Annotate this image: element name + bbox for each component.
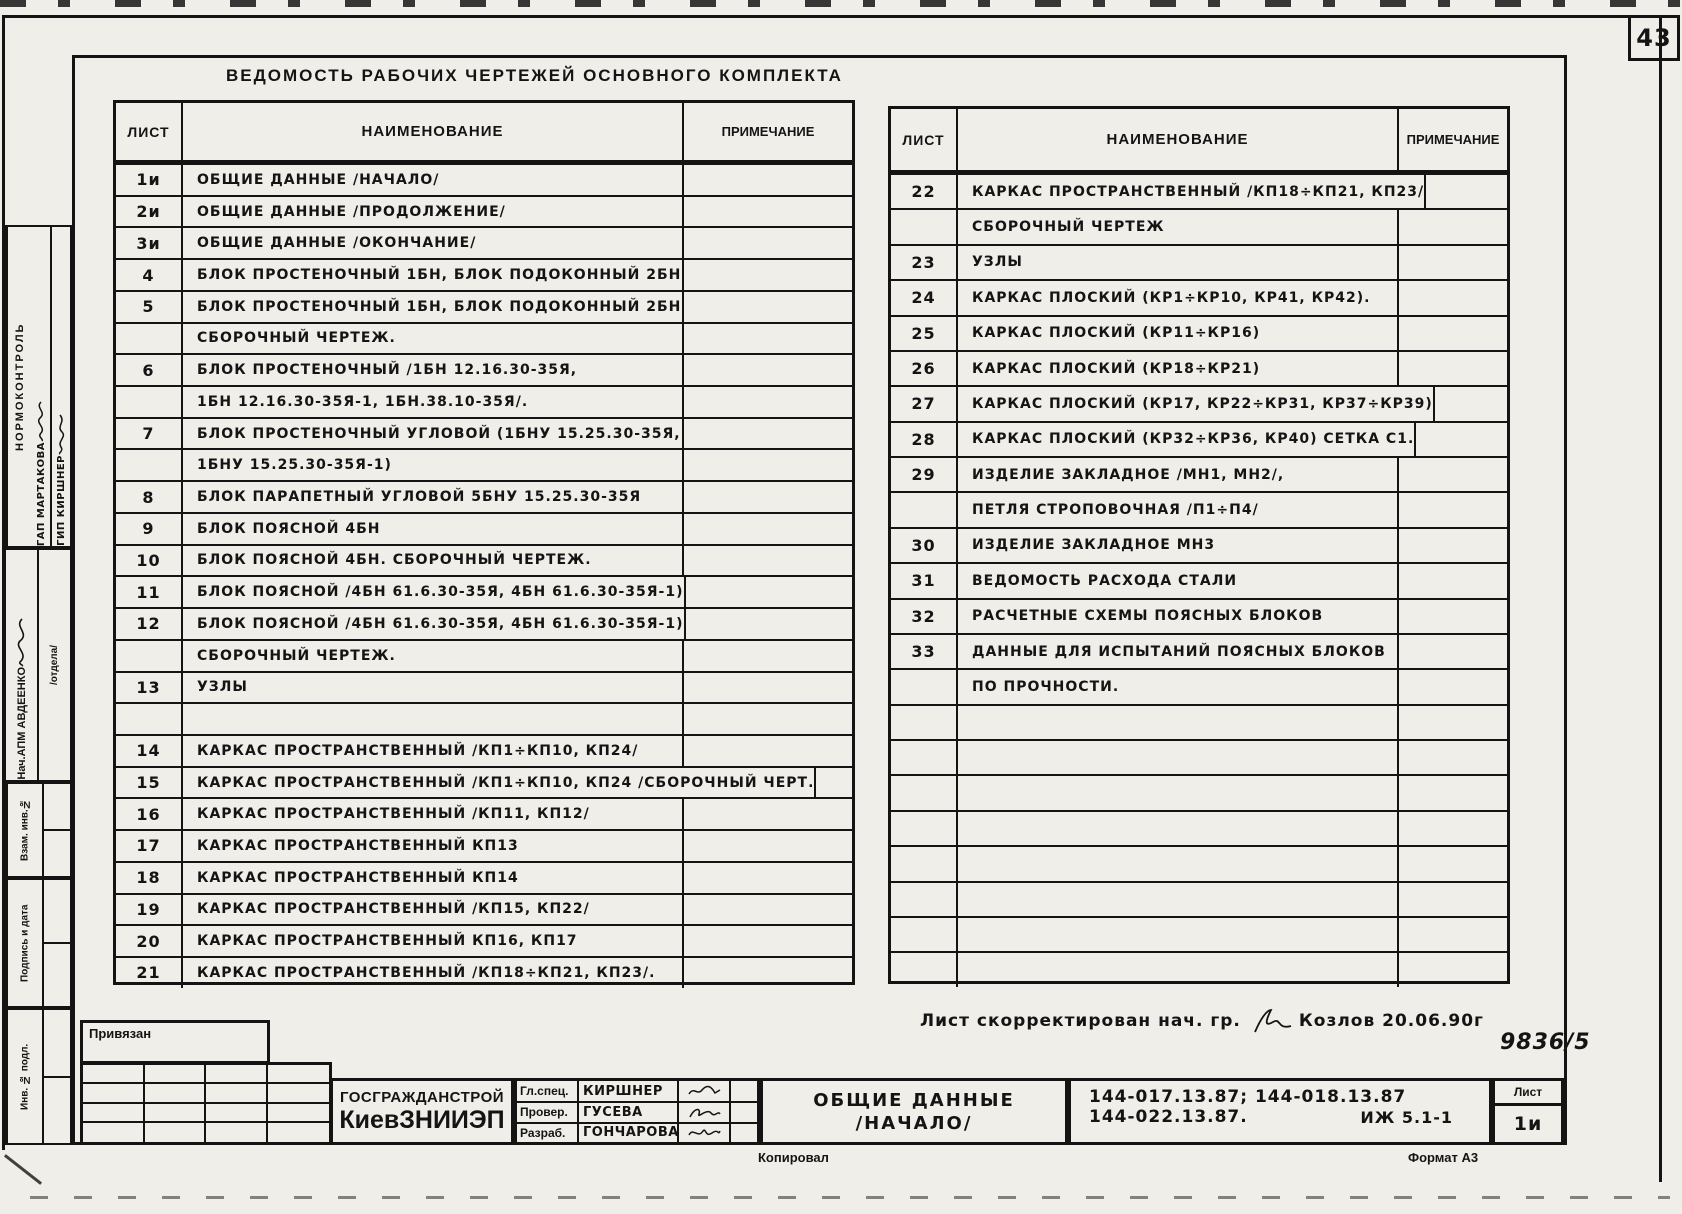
note-cell (1397, 812, 1507, 845)
sheet-number-cell: 6 (116, 355, 183, 385)
note-cell (682, 831, 852, 861)
outer-right-border (1659, 15, 1662, 1182)
note-cell (1397, 776, 1507, 809)
note-cell (1397, 281, 1507, 314)
sheet-number-cell (116, 324, 183, 354)
note-cell (682, 292, 852, 322)
role-row-developer (517, 1122, 757, 1142)
table-row (891, 668, 1507, 703)
sheet-number-cell (891, 953, 958, 986)
note-cell (682, 736, 852, 766)
dept-sub-label: /отдела/ (49, 645, 60, 686)
podpis-subcells (42, 880, 70, 1006)
sheet-number-cell (891, 883, 958, 916)
table-row (891, 598, 1507, 633)
drawing-name-cell: УЗЛЫ (972, 254, 1023, 271)
format-label: Формат А3 (1408, 1150, 1479, 1165)
sheet-number-cell (891, 706, 958, 739)
table-row (116, 797, 852, 829)
drawing-name-cell: ИЗДЕЛИЕ ЗАКЛАДНОЕ МН3 (972, 537, 1216, 554)
vzam-subcells (42, 784, 70, 876)
note-cell (682, 387, 852, 417)
note-cell (682, 641, 852, 671)
note-cell (682, 260, 852, 290)
role-label: Провер. (517, 1103, 579, 1121)
signature-gip-icon (54, 413, 68, 455)
role-label: Разраб. (517, 1124, 579, 1142)
drawing-name-cell: БЛОК ПАРАПЕТНЫЙ УГЛОВОЙ 5БНУ 15.25.30-35Я (197, 489, 642, 506)
note-cell (1397, 953, 1507, 986)
scan-noise-top (0, 0, 1682, 7)
drawing-name-cell: БЛОК ПОЯСНОЙ 4БН. СБОРОЧНЫЙ ЧЕРТЕЖ. (197, 552, 592, 569)
note-cell (682, 863, 852, 893)
signature-gap-icon (34, 400, 48, 442)
sheet-box-value-cell (1495, 1106, 1561, 1142)
table-row (116, 512, 852, 544)
table-row (891, 881, 1507, 916)
drawing-name-cell: КАРКАС ПЛОСКИЙ (КР1÷КР10, КР41, КР42). (972, 289, 1371, 306)
note-cell (1397, 847, 1507, 880)
page-number: 43 (1636, 24, 1672, 52)
sheet-number-cell (116, 641, 183, 671)
drawing-name-cell: БЛОК ПОЯСНОЙ /4БН 61.6.30-35Я, 4БН 61.6.30-35Я-1) (197, 584, 684, 601)
sheet-number-cell (891, 493, 958, 526)
drawing-name-cell: ОБЩИЕ ДАННЫЕ /НАЧАЛО/ (197, 171, 440, 188)
sheet-number-cell (891, 210, 958, 243)
org-name-line1: ГОСГРАЖДАНСТРОЙ (339, 1088, 505, 1106)
signature-dept-head-icon (12, 617, 32, 667)
table-row (116, 448, 852, 480)
sidebar-dept-head-cell (4, 548, 72, 782)
attach-label: Привязан (89, 1026, 152, 1041)
sheet-number-cell: 9 (116, 514, 183, 544)
gip-entry-label: ГИП КИРШНЕР (55, 455, 67, 546)
gip-column (52, 227, 70, 546)
inv-label: Инв. № подл. (6, 1010, 42, 1143)
drawing-name-cell: ПЕТЛЯ СТРОПОВОЧНАЯ /П1÷П4/ (972, 502, 1259, 519)
note-cell (1433, 387, 1543, 420)
drawing-name-cell: КАРКАС ПРОСТРАНСТВЕННЫЙ КП16, КП17 (197, 933, 578, 950)
normokontrol-label: НОРМОКОНТРОЛЬ (6, 227, 32, 546)
table-row (116, 575, 852, 607)
drawing-name-cell: КАРКАС ПРОСТРАНСТВЕННЫЙ КП13 (197, 837, 519, 854)
table-row (116, 829, 852, 861)
signature-checker-icon (687, 1105, 721, 1119)
drawing-name-cell: ОБЩИЕ ДАННЫЕ /ОКОНЧАНИЕ/ (197, 235, 477, 252)
table-row (891, 951, 1507, 986)
table-row (891, 774, 1507, 809)
outer-top-border (2, 15, 1628, 18)
drawing-name-cell: БЛОК ПРОСТЕНОЧНЫЙ 1БН, БЛОК ПОДОКОННЫЙ 2БН (197, 267, 682, 284)
page-number-box (1628, 15, 1680, 61)
signature-cell (679, 1081, 731, 1101)
note-cell (682, 450, 852, 480)
drawing-name-cell (958, 741, 1397, 774)
table-row (891, 208, 1507, 243)
signature-correction-icon (1247, 1008, 1293, 1034)
sheet-number-cell: 30 (891, 529, 958, 562)
table-row (116, 639, 852, 671)
table-row (891, 704, 1507, 739)
note-cell (682, 673, 852, 703)
note-cell (1397, 741, 1507, 774)
note-cell (1397, 352, 1507, 385)
role-name: ГУСЕВА (579, 1103, 679, 1121)
sheet-number-cell: 27 (891, 387, 958, 420)
drawing-name-cell: ОБЩИЕ ДАННЫЕ /ПРОДОЛЖЕНИЕ/ (197, 203, 506, 220)
note-cell (682, 228, 852, 258)
sheet-number-cell: 21 (116, 958, 183, 988)
sheet-title: ВЕДОМОСТЬ РАБОЧИХ ЧЕРТЕЖЕЙ ОСНОВНОГО КОМПЛЕКТА (226, 66, 843, 85)
note-cell (684, 577, 854, 607)
table-row (891, 810, 1507, 845)
doc-title-line2: /НАЧАЛО/ (855, 1112, 973, 1134)
sheet-number-cell: 7 (116, 419, 183, 449)
table-row (891, 562, 1507, 597)
note-cell (1424, 175, 1534, 208)
sheet-number-cell (116, 450, 183, 480)
drawing-name-cell: СБОРОЧНЫЙ ЧЕРТЕЖ. (197, 647, 396, 664)
note-cell (1414, 423, 1524, 456)
signature-cell (679, 1103, 731, 1121)
correction-note (920, 1008, 1484, 1034)
table-row (116, 258, 852, 290)
gap-column (32, 227, 52, 546)
drawing-name-cell: ВЕДОМОСТЬ РАСХОДА СТАЛИ (972, 572, 1238, 589)
drawing-name-cell: БЛОК ПОЯСНОЙ 4БН (197, 520, 381, 537)
note-cell (682, 799, 852, 829)
dept-head-column (6, 550, 39, 780)
sheet-number-cell: 11 (116, 577, 183, 607)
note-cell (684, 609, 854, 639)
note-cell (682, 514, 852, 544)
doc-numbers-line1: 144-017.13.87; 144-018.13.87 (1089, 1087, 1407, 1107)
table-row (116, 607, 852, 639)
sheet-number-cell: 12 (116, 609, 183, 639)
sheet-number-cell (891, 812, 958, 845)
table-row (116, 544, 852, 576)
drawing-name-cell: БЛОК ПРОСТЕНОЧНЫЙ УГЛОВОЙ (1БНУ 15.25.30-35Я, (197, 425, 681, 442)
role-name: ГОНЧАРОВА (579, 1124, 679, 1142)
note-cell (682, 546, 852, 576)
note-cell (682, 197, 852, 227)
org-name-line2: КиевЗНИИЭП (339, 1105, 505, 1134)
correction-note-prefix: Лист скорректирован нач. гр. (920, 1011, 1241, 1031)
table-row (116, 734, 852, 766)
sheet-number-cell (116, 387, 183, 417)
table-row (891, 916, 1507, 951)
drawing-name-cell: СБОРОЧНЫЙ ЧЕРТЕЖ. (197, 330, 396, 347)
drawing-name-cell: КАРКАС ПЛОСКИЙ (КР32÷КР36, КР40) СЕТКА С1. (972, 431, 1415, 448)
org-box (330, 1078, 514, 1145)
gap-entry-label: ГАП МАРТАКОВА (35, 441, 47, 546)
drawing-name-cell: БЛОК ПРОСТЕНОЧНЫЙ 1БН, БЛОК ПОДОКОННЫЙ 2БН (197, 298, 682, 315)
sheet-number-cell: 29 (891, 458, 958, 491)
drawing-name-cell (958, 706, 1397, 739)
table-row (116, 480, 852, 512)
drawing-name-cell: КАРКАС ПРОСТРАНСТВЕННЫЙ /КП18÷КП21, КП23/. (197, 964, 656, 981)
sheet-number-cell: 14 (116, 736, 183, 766)
drawing-name-cell (958, 812, 1397, 845)
table-row (116, 290, 852, 322)
roles-box (514, 1078, 760, 1145)
note-cell (1397, 670, 1507, 703)
sidebar-vzam-cell (4, 782, 72, 878)
drawing-name-cell: УЗЛЫ (197, 679, 248, 696)
podpis-label: Подпись и дата (6, 880, 42, 1006)
role-row-chief (517, 1081, 757, 1101)
drawing-name-cell: ДАННЫЕ ДЛЯ ИСПЫТАНИЙ ПОЯСНЫХ БЛОКОВ (972, 643, 1386, 660)
table-row (116, 417, 852, 449)
table-row (116, 766, 852, 798)
table-row (891, 456, 1507, 491)
dept-head-label: Нач.АПМ АВДЕЕНКО (15, 667, 28, 780)
table-row (891, 491, 1507, 526)
doc-title-box (760, 1078, 1068, 1145)
table-row (116, 893, 852, 925)
table-row (116, 163, 852, 195)
sheet-number-cell: 13 (116, 673, 183, 703)
note-cell (682, 895, 852, 925)
note-cell (682, 482, 852, 512)
doc-code: ИЖ 5.1-1 (1360, 1107, 1453, 1127)
sheet-number-cell: 2и (116, 197, 183, 227)
note-cell (1397, 458, 1507, 491)
table-row (116, 956, 852, 988)
sheet-number-cell (891, 918, 958, 951)
table-row (116, 861, 852, 893)
left-table-body (116, 163, 852, 988)
signature-developer-icon (687, 1126, 721, 1140)
table-row (891, 845, 1507, 880)
sheet-number-cell: 16 (116, 799, 183, 829)
sheet-box-header (1495, 1081, 1561, 1106)
correction-note-suffix: Козлов 20.06.90г (1298, 1011, 1484, 1031)
note-cell (682, 165, 852, 195)
drawing-name-cell: КАРКАС ПЛОСКИЙ (КР11÷КР16) (972, 325, 1261, 342)
table-row (891, 421, 1507, 456)
note-cell (682, 324, 852, 354)
header-sheet: ЛИСТ (116, 103, 183, 160)
sheet-number-cell: 32 (891, 600, 958, 633)
note-cell (682, 419, 852, 449)
drawing-name-cell: ИЗДЕЛИЕ ЗАКЛАДНОЕ /МН1, МН2/, (972, 466, 1285, 483)
sheet-number-cell (891, 670, 958, 703)
sheet-number-cell (116, 704, 183, 734)
doc-numbers-box (1068, 1078, 1492, 1145)
drawing-name-cell (958, 918, 1397, 951)
drawing-register-table-right (888, 106, 1510, 984)
table-row (116, 226, 852, 258)
note-cell (1397, 529, 1507, 562)
table-row (116, 353, 852, 385)
table-row (891, 173, 1507, 208)
table-row (891, 279, 1507, 314)
sheet-number-cell: 19 (116, 895, 183, 925)
note-cell (1397, 210, 1507, 243)
drawing-name-cell (958, 847, 1397, 880)
table-row (116, 322, 852, 354)
sheet-number-cell: 33 (891, 635, 958, 668)
table-header-left (116, 103, 852, 163)
table-row (116, 385, 852, 417)
note-cell (1397, 635, 1507, 668)
right-table-body (891, 173, 1507, 987)
signature-cell (679, 1124, 731, 1142)
sidebar-podpis-cell (4, 878, 72, 1008)
sheet-number-cell: 22 (891, 175, 958, 208)
scan-noise-bottom (30, 1196, 1670, 1199)
note-cell (1397, 317, 1507, 350)
sheet-number-cell (891, 847, 958, 880)
sheet-number-cell: 28 (891, 423, 958, 456)
drawing-name-cell: КАРКАС ПРОСТРАНСТВЕННЫЙ /КП18÷КП21, КП23/ (972, 183, 1425, 200)
drawing-register-table-left (113, 100, 855, 985)
drawing-name-cell: РАСЧЕТНЫЕ СХЕМЫ ПОЯСНЫХ БЛОКОВ (972, 608, 1324, 625)
scan-mark-corner (4, 1154, 42, 1185)
sheet-value: 1и (1513, 1113, 1543, 1135)
sheet-number-cell: 26 (891, 352, 958, 385)
sheet-number-cell: 4 (116, 260, 183, 290)
sheet-number-cell: 5 (116, 292, 183, 322)
sheet-number-cell: 10 (116, 546, 183, 576)
header-note: ПРИМЕЧАНИЕ (682, 103, 852, 160)
sheet-number-cell: 23 (891, 246, 958, 279)
attach-grid (80, 1062, 332, 1145)
sheet-number-cell (891, 741, 958, 774)
note-cell (1397, 246, 1507, 279)
sheet-number-cell: 20 (116, 926, 183, 956)
note-cell (682, 926, 852, 956)
header-sheet: ЛИСТ (891, 109, 958, 170)
header-name: НАИМЕНОВАНИЕ (1106, 131, 1249, 148)
table-row (116, 671, 852, 703)
role-name: КИРШНЕР (579, 1081, 679, 1101)
table-row (116, 924, 852, 956)
table-row (891, 739, 1507, 774)
sidebar-inv-cell (4, 1008, 72, 1145)
drawing-name-cell: СБОРОЧНЫЙ ЧЕРТЕЖ (972, 219, 1165, 236)
sheet-number-cell: 18 (116, 863, 183, 893)
sheet-number-cell (891, 776, 958, 809)
doc-title-line1: ОБЩИЕ ДАННЫЕ (813, 1089, 1015, 1111)
role-label: Гл.спец. (517, 1081, 579, 1101)
sheet-number-cell: 17 (116, 831, 183, 861)
drawing-name-cell (183, 704, 682, 734)
drawing-name-cell (958, 776, 1397, 809)
drawing-name-cell: 1БН 12.16.30-35Я-1, 1БН.38.10-35Я/. (197, 393, 529, 410)
drawing-name-cell: ПО ПРОЧНОСТИ. (972, 678, 1120, 695)
sheet-box (1492, 1078, 1564, 1145)
drawing-name-cell: БЛОК ПОЯСНОЙ /4БН 61.6.30-35Я, 4БН 61.6.30-35Я-1) (197, 615, 684, 632)
drawing-name-cell: КАРКАС ПЛОСКИЙ (КР18÷КР21) (972, 360, 1261, 377)
drawing-name-cell: КАРКАС ПРОСТРАНСТВЕННЫЙ КП14 (197, 869, 519, 886)
sheet-label: Лист (1513, 1085, 1543, 1099)
doc-numbers-line2: 144-022.13.87. (1089, 1107, 1248, 1127)
table-row (891, 350, 1507, 385)
role-row-checker (517, 1101, 757, 1121)
sheet-number-cell: 1и (116, 165, 183, 195)
note-cell (1397, 493, 1507, 526)
vzam-label: Взам. инв.№ (6, 784, 42, 876)
drawing-name-cell: КАРКАС ПРОСТРАНСТВЕННЫЙ /КП15, КП22/ (197, 901, 590, 918)
sheet-number-cell: 24 (891, 281, 958, 314)
sidebar-normokontrol-cell (4, 225, 72, 548)
drawing-name-cell (958, 953, 1397, 986)
note-cell (1397, 918, 1507, 951)
drawing-name-cell (958, 883, 1397, 916)
copier-label: Копировал (758, 1150, 829, 1165)
note-cell (1397, 600, 1507, 633)
sheet-number-cell: 31 (891, 564, 958, 597)
note-cell (682, 958, 852, 988)
header-note: ПРИМЕЧАНИЕ (1397, 109, 1507, 170)
note-cell (1397, 883, 1507, 916)
table-header-right (891, 109, 1507, 173)
drawing-name-cell: КАРКАС ПРОСТРАНСТВЕННЫЙ /КП1÷КП10, КП24 /СБОРОЧНЫЙ ЧЕРТ. (197, 774, 815, 791)
signature-chief-icon (687, 1084, 721, 1098)
table-row (891, 315, 1507, 350)
sheet-number-cell: 25 (891, 317, 958, 350)
table-row (116, 195, 852, 227)
sheet-number-cell: 3и (116, 228, 183, 258)
table-row (891, 385, 1507, 420)
header-name: НАИМЕНОВАНИЕ (361, 123, 504, 140)
note-cell (1397, 706, 1507, 739)
table-row (891, 244, 1507, 279)
note-cell (682, 355, 852, 385)
inv-subcells (42, 1010, 70, 1143)
correction-code: 9836/5 (1500, 1030, 1591, 1055)
sheet-number-cell: 8 (116, 482, 183, 512)
table-row (891, 527, 1507, 562)
drawing-name-cell: КАРКАС ПРОСТРАНСТВЕННЫЙ /КП1÷КП10, КП24/ (197, 742, 639, 759)
attach-header-box (80, 1020, 270, 1064)
drawing-name-cell: КАРКАС ПЛОСКИЙ (КР17, КР22÷КР31, КР37÷КР39) (972, 395, 1433, 412)
drawing-name-cell: КАРКАС ПРОСТРАНСТВЕННЫЙ /КП11, КП12/ (197, 806, 590, 823)
table-row (891, 633, 1507, 668)
drawing-name-cell: БЛОК ПРОСТЕНОЧНЫЙ /1БН 12.16.30-35Я, (197, 362, 578, 379)
note-cell (682, 704, 852, 734)
sheet-number-cell: 15 (116, 768, 183, 798)
drawing-name-cell: 1БНУ 15.25.30-35Я-1) (197, 457, 392, 474)
note-cell (1397, 564, 1507, 597)
table-row (116, 702, 852, 734)
